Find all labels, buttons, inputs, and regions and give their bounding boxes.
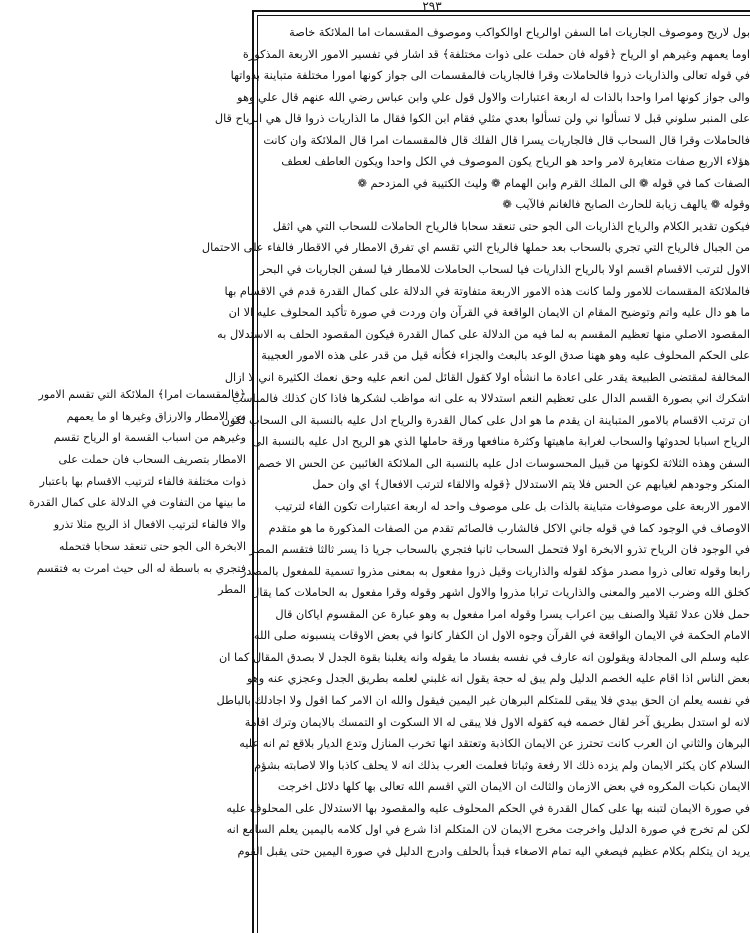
main-text-line: في نفسه يعلم ان الحق بيدي فلا يبقى للمتكلم البرهان غير اليمين فيقول والله ان الامر كما اقول ولا اجادلك بالباطل [216, 693, 750, 707]
main-text-line: لانه لو استدل بطريق آخر لقال خصمه فيه كقوله الاول فلا يبقى له الا السكوت او التمسك بالايمان وترك اقامة [244, 715, 750, 729]
margin-note-line: فتجري به باسطة له الى حيث امرت به فتقسم [36, 561, 246, 575]
main-text-line: يريد ان يتكلم بكلام عظيم فيصغي اليه تمام الاصغاء فبدأ بالحلف وادرج الدليل في صورة اليمين حتى يقبل القوم [237, 844, 750, 858]
main-text-line: فالحاملات وقرا قال السحاب قال فالجاريات يسرا قال الفلك قال فالمقسمات امرا قال الملائكة وان كانت [263, 133, 750, 147]
main-text-line: في صورة الايمان لتبنه بها على كمال القدرة في الحكم المحلوف عليه والمقصود بها الاستدلال على المحلوف عليه [226, 801, 750, 815]
main-text-line: الامور الاربعة على موصوفات متباينة بالذات بل على موصوف واحد له اربعة اعتبارات تكون الفاء لترتيب [274, 500, 750, 514]
main-text-line: في قوله تعالى والذاريات ذروا فالحاملات وقرا فالجاريات فالمقسمات الى جواز كونها امورا مختلفة متباينة بذواتها [230, 69, 750, 83]
main-text-line: المقصود الاصلي منها تعظيم المقسم به لما فيه من الدلالة على كمال القدرة فيكون المقصود الحلف به الاستدلال به [217, 327, 750, 341]
main-text-line: السفن وهذه الثلاثة لكونها من قبيل المحسوسات ادل عليه بالنسبة الى الملائكة الغائبين عن الحس الا خصم [257, 456, 750, 470]
main-text-line: الصفات كما في قوله ❁ الى الملك القرم وابن الهمام ❁ وليث الكتيبة في المزدحم ❁ [357, 176, 750, 190]
main-text-line: اشكرك اني بصورة القسم الدال على تعظيم النعم استدلالا به على انه مواظب لشكرها فاذا كان كذلك فالمناسب [231, 392, 750, 406]
margin-note-line: المطر [218, 583, 246, 597]
margin-note-line: ما بينها من التفاوت في الدلالة على كمال القدرة [28, 496, 246, 510]
main-text-line: رابعا وقوله تعالى ذروا مصدر مؤكد لقوله والذاريات وقيل ذروا مفعول به بمعنى مذروا تسمية للمفعول بالمصدر [240, 564, 750, 578]
margin-note-line: من الامطار والارزاق وغيرها او ما يعمهم [66, 409, 246, 423]
main-text-line: السلام كان يكثر الايمان ولم يزده ذلك الا رفعة وثباتا فعلمت العرب بذلك انه لا يحلف كاذبا والا لاصابته بشؤم [254, 758, 750, 772]
main-text-line: في الوجود فان الرياح تذرو الابخرة اولا فتحمل السحاب ثانيا فتجري بالسحاب جريا ذا يسر ثالثا فتقسم المطر [249, 543, 750, 557]
main-text-line: هؤلاء الاربع صفات متغايرة لامر واحد هو الرياح يكون الموصوف في الكل واحدا ويكون العاطف لعطف [281, 155, 750, 169]
main-text-line: على المنبر سلوني قبل لا تسألوا ني ولن تسألوا بعدي مثلي فقام ابن الكوا فقال ما الذاريات ذروا قال هي الرياح قال [214, 112, 750, 126]
margin-note-line: الابخرة الى الجو حتى تنعقد سحابا فتحمله [58, 539, 246, 553]
margin-commentary [6, 384, 246, 601]
main-text-line: حمل فلان عدلا ثقيلا والصنف بين اعراب يسرا وقوله امرا مفعول به وهو عبارة عن المقسوم اياكان قال [275, 607, 750, 621]
margin-note-line: ﴿فالمقسمات امرا﴾ الملائكة التي تقسم الامور [38, 388, 246, 401]
main-text-line: عليه وسلم الى المجادلة ويقولون انه عارف في نفسه بفساد ما يقوله وانه يغلبنا بقوة الجدل لا بصدق المقال كما ان [219, 650, 750, 664]
main-text-line: المخالفة لمقتضى الطبيعة يقدر على اعادة ما انشأه اولا كقول القائل لمن انعم عليه وحق نعمك الكثيرة اني لا ازال [224, 370, 750, 384]
main-text-line: البرهان والثاني ان العرب كانت تحترز عن الايمان الكاذبة وتعتقد انها تخرب المنازل وتدع الديار بلاقع ثم انه عليه [239, 737, 750, 751]
main-text-line: الاوصاف في الوجود كما في قوله جاني الاكل فالشارب فالصائم تقدم من الصفات المذكورة ما هو متقدم [268, 521, 750, 535]
main-text-line: لكن لم تخرج في صورة الدليل واخرجت مخرج الايمان لان المتكلم اذا شرع في اول كلامه باليمين يعلم السامع انه [226, 823, 750, 837]
main-text-line: ان ترتب الاقسام بالامور المتباينة ان يقدم ما هو ادل على كمال القدرة والرياح ادل عليه بالنسبة الى السحاب لكون [221, 413, 750, 427]
main-text-line: اوما يعمهم وغيرهم او الرياح ﴿قوله فان حملت على ذوات مختلفة﴾ قد اشار في تفسير الامور الاربعة المذكورة [242, 47, 750, 61]
main-text-line: بعض الناس اذا اقام عليه الخصم الدليل ولم يبق له حجة يقول انه غلبني لعلمه بطريق الجدل وعجزي عنه وهو [246, 672, 750, 686]
main-text-line: فالملائكة المقسمات للامور ولما كانت هذه الامور الاربعة متفاوتة في الدلالة على كمال القدرة قدم في الاقسام بها [224, 284, 750, 298]
main-text-line: من الجبال فالرياح التي تجري بالسحاب بعد حملها فالرياح التي تقسم اي تفرق الامطار في الاقطار فالفاء على الاحتمال [201, 241, 750, 255]
main-text-line: على الحكم المحلوف عليه وهو ههنا صدق الوعد بالبعث والجزاء فكأنه قيل من قدر على هذه الامور العجيبة [261, 349, 750, 363]
margin-note-line: والا فالفاء لترتيب الافعال اذ الريح مثلا تذرو [53, 518, 246, 532]
main-text-line: ما هو دال عليه واتم وتوضيح المقام ان الايمان الواقعة في القرآن وان وردت في صورة تأكيد المحلوف عليه الا ان [228, 306, 750, 320]
main-text-line: وقوله ❁ يالهف زيابة للحارث الصابح فالغانم فالآيب ❁ [502, 198, 750, 212]
main-text-block [201, 22, 750, 862]
margin-note-line: الامطار بتصريف السحاب فان حملت على [58, 453, 246, 467]
main-text-line: المنكر وجودهم لغيابهم عن الحس فلا يتم الاستدلال ﴿قوله والالقاء لترتب الافعال﴾ اي وان حمل [312, 478, 750, 492]
main-text-line: الايمان نكبات المكروه في بعض الازمان والثالث ان الايمان التي اقسم الله تعالى بها كلها دلائل اخرجت [277, 780, 750, 794]
main-text-line: الاول لترتب الاقسام اقسم اولا بالرياح الذاريات فيا لسحاب الحاملات للامطار فيا لسفن الجاريات في البحر [259, 263, 750, 277]
main-text-line: فيكون تقدير الكلام والرياح الذاريات الى الجو حتى تنعقد سحابا فالرياح الحاملات للسحاب التي هي اثقل [272, 219, 750, 233]
main-text-line: الرياح اسبابا لحدوثها والسحاب لغرابة ماهيتها وكثرة منافعها ورقة حاملها الذي هو الريح ادل عليه بالنسبة الى [252, 435, 750, 449]
margin-note-line: وغيرهم من اسباب القسمة او الرياح تقسم [53, 431, 246, 445]
page-number: ٢٩٣ [422, 0, 442, 13]
main-text-line: كخلق الله وضرب الامير والمعنى والذاريات ترابا مذروا والاول اشهر وقوله وقرا مفعول به الحاملات كما يقال [251, 586, 750, 600]
main-text-line: الامام الحكمة في الايمان الواقعة في القرآن وجوه الاول ان الكفار كانوا في بعض الاوقات ينسبونه صلى الله [253, 629, 750, 643]
main-text-line: بول لاريح وموصوف الجاريات اما السفن اوالرياح اوالكواكب وموصوف المقسمات اما الملائكة خاصة [289, 26, 750, 39]
main-text-line: والى جواز كونها امرا واحدا بالذات له اربعة اعتبارات والاول قول علي وابن عباس رضي الله عنهم قال علي وهو [237, 90, 750, 104]
margin-note-line: ذوات مختلفة فالفاء لترتيب الاقسام بها باعتبار [39, 474, 246, 488]
